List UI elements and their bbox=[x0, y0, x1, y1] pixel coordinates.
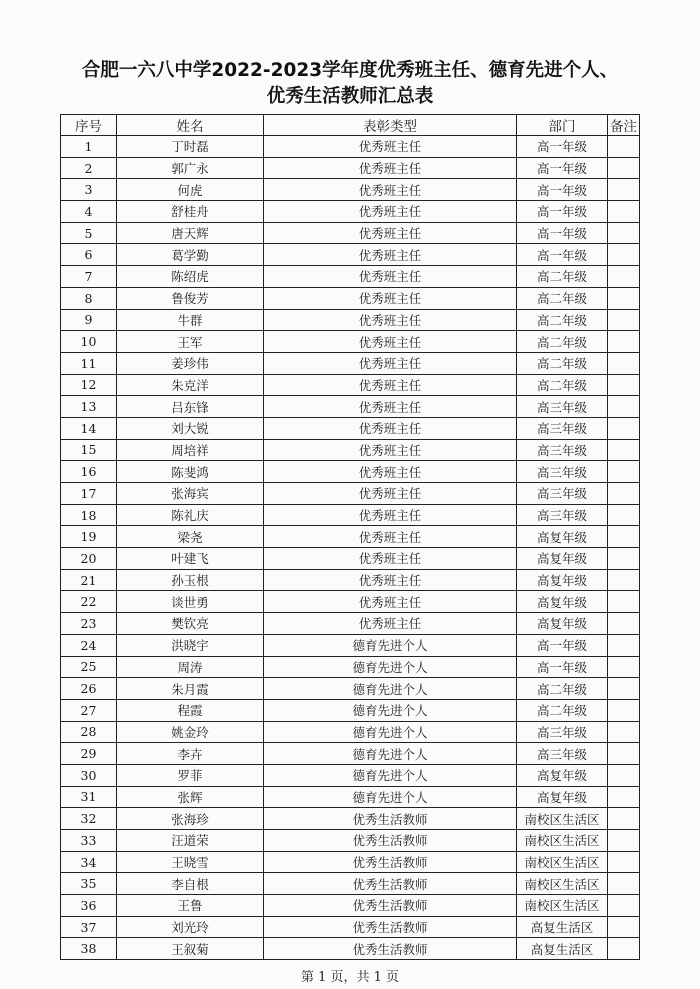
cell-remarks bbox=[608, 179, 640, 201]
table-row bbox=[61, 157, 640, 179]
cell-remarks bbox=[608, 483, 640, 505]
cell-name: 朱克洋 bbox=[117, 374, 264, 396]
cell-index: 7 bbox=[61, 266, 117, 288]
cell-name: 牛群 bbox=[117, 309, 264, 331]
cell-department: 高二年级 bbox=[517, 699, 608, 721]
table-body bbox=[61, 136, 640, 960]
cell-index: 33 bbox=[61, 830, 117, 852]
table-row bbox=[61, 136, 640, 158]
cell-remarks bbox=[608, 417, 640, 439]
cell-remarks bbox=[608, 244, 640, 266]
cell-name: 朱月霞 bbox=[117, 678, 264, 700]
cell-index: 26 bbox=[61, 678, 117, 700]
cell-index: 15 bbox=[61, 439, 117, 461]
cell-award-type: 优秀班主任 bbox=[264, 526, 517, 548]
cell-name: 叶建飞 bbox=[117, 548, 264, 570]
cell-index: 23 bbox=[61, 613, 117, 635]
cell-award-type: 优秀班主任 bbox=[264, 569, 517, 591]
cell-department: 高二年级 bbox=[517, 678, 608, 700]
cell-remarks bbox=[608, 136, 640, 158]
cell-index: 6 bbox=[61, 244, 117, 266]
cell-name: 郭广永 bbox=[117, 157, 264, 179]
page-footer: 第 1 页，共 1 页 bbox=[300, 970, 400, 985]
table-row bbox=[61, 309, 640, 331]
cell-department: 高复年级 bbox=[517, 786, 608, 808]
document-title bbox=[0, 58, 700, 110]
table-row bbox=[61, 548, 640, 570]
table-row bbox=[61, 634, 640, 656]
cell-department: 高三年级 bbox=[517, 483, 608, 505]
cell-name: 李自根 bbox=[117, 873, 264, 895]
table-row bbox=[61, 569, 640, 591]
cell-award-type: 德育先进个人 bbox=[264, 656, 517, 678]
cell-index: 16 bbox=[61, 461, 117, 483]
cell-name: 周涛 bbox=[117, 656, 264, 678]
cell-department: 高二年级 bbox=[517, 309, 608, 331]
table-row bbox=[61, 374, 640, 396]
cell-remarks bbox=[608, 721, 640, 743]
header-award-type: 表彰类型 bbox=[264, 115, 517, 136]
cell-name: 周培祥 bbox=[117, 439, 264, 461]
table-row bbox=[61, 808, 640, 830]
title-line-2: 优秀生活教师汇总表 bbox=[266, 86, 434, 107]
cell-remarks bbox=[608, 439, 640, 461]
cell-remarks bbox=[608, 287, 640, 309]
cell-department: 高复年级 bbox=[517, 548, 608, 570]
cell-index: 25 bbox=[61, 656, 117, 678]
cell-name: 吕东锋 bbox=[117, 396, 264, 418]
table-row bbox=[61, 699, 640, 721]
table-row bbox=[61, 938, 640, 960]
table-row bbox=[61, 201, 640, 223]
cell-remarks bbox=[608, 656, 640, 678]
table-row bbox=[61, 786, 640, 808]
table-row bbox=[61, 873, 640, 895]
cell-department: 高三年级 bbox=[517, 461, 608, 483]
cell-award-type: 优秀班主任 bbox=[264, 548, 517, 570]
cell-name: 陈礼庆 bbox=[117, 504, 264, 526]
cell-name: 洪晓宇 bbox=[117, 634, 264, 656]
table-row bbox=[61, 331, 640, 353]
cell-award-type: 优秀班主任 bbox=[264, 417, 517, 439]
cell-remarks bbox=[608, 331, 640, 353]
table-row bbox=[61, 656, 640, 678]
cell-department: 高复年级 bbox=[517, 764, 608, 786]
cell-index: 14 bbox=[61, 417, 117, 439]
cell-remarks bbox=[608, 634, 640, 656]
cell-name: 程霞 bbox=[117, 699, 264, 721]
header-index: 序号 bbox=[61, 115, 117, 136]
cell-department: 高二年级 bbox=[517, 287, 608, 309]
table-row bbox=[61, 916, 640, 938]
cell-remarks bbox=[608, 678, 640, 700]
cell-department: 南校区生活区 bbox=[517, 830, 608, 852]
table-row bbox=[61, 417, 640, 439]
cell-department: 高一年级 bbox=[517, 634, 608, 656]
cell-index: 3 bbox=[61, 179, 117, 201]
cell-department: 南校区生活区 bbox=[517, 873, 608, 895]
cell-award-type: 德育先进个人 bbox=[264, 699, 517, 721]
cell-name: 罗菲 bbox=[117, 764, 264, 786]
cell-name: 姜珍伟 bbox=[117, 352, 264, 374]
table-row bbox=[61, 678, 640, 700]
cell-award-type: 优秀班主任 bbox=[264, 222, 517, 244]
table-row bbox=[61, 483, 640, 505]
cell-name: 王军 bbox=[117, 331, 264, 353]
cell-name: 丁时磊 bbox=[117, 136, 264, 158]
cell-index: 38 bbox=[61, 938, 117, 960]
table-row bbox=[61, 851, 640, 873]
cell-remarks bbox=[608, 808, 640, 830]
cell-remarks bbox=[608, 764, 640, 786]
cell-department: 高复年级 bbox=[517, 526, 608, 548]
cell-name: 王叙菊 bbox=[117, 938, 264, 960]
cell-remarks bbox=[608, 613, 640, 635]
cell-award-type: 德育先进个人 bbox=[264, 678, 517, 700]
cell-department: 高三年级 bbox=[517, 417, 608, 439]
cell-index: 5 bbox=[61, 222, 117, 244]
cell-index: 21 bbox=[61, 569, 117, 591]
table-header-row bbox=[61, 115, 640, 136]
cell-award-type: 德育先进个人 bbox=[264, 721, 517, 743]
cell-department: 高一年级 bbox=[517, 222, 608, 244]
cell-award-type: 优秀生活教师 bbox=[264, 895, 517, 917]
cell-department: 南校区生活区 bbox=[517, 808, 608, 830]
cell-name: 王晓雪 bbox=[117, 851, 264, 873]
cell-department: 高复生活区 bbox=[517, 938, 608, 960]
cell-award-type: 优秀班主任 bbox=[264, 483, 517, 505]
cell-award-type: 优秀生活教师 bbox=[264, 873, 517, 895]
cell-remarks bbox=[608, 461, 640, 483]
cell-department: 高复年级 bbox=[517, 613, 608, 635]
header-remarks: 备注 bbox=[608, 115, 640, 136]
table-row bbox=[61, 764, 640, 786]
cell-name: 何虎 bbox=[117, 179, 264, 201]
cell-name: 王鲁 bbox=[117, 895, 264, 917]
table-row bbox=[61, 743, 640, 765]
cell-index: 32 bbox=[61, 808, 117, 830]
cell-index: 24 bbox=[61, 634, 117, 656]
cell-index: 37 bbox=[61, 916, 117, 938]
cell-remarks bbox=[608, 786, 640, 808]
cell-department: 高三年级 bbox=[517, 504, 608, 526]
cell-department: 高一年级 bbox=[517, 179, 608, 201]
cell-name: 张海珍 bbox=[117, 808, 264, 830]
cell-remarks bbox=[608, 548, 640, 570]
title-line-1: 合肥一六八中学2022-2023学年度优秀班主任、德育先进个人、 bbox=[81, 60, 619, 81]
cell-award-type: 优秀班主任 bbox=[264, 504, 517, 526]
cell-award-type: 优秀生活教师 bbox=[264, 938, 517, 960]
cell-remarks bbox=[608, 591, 640, 613]
cell-award-type: 优秀生活教师 bbox=[264, 916, 517, 938]
cell-name: 陈绍虎 bbox=[117, 266, 264, 288]
cell-name: 汪道荣 bbox=[117, 830, 264, 852]
table-row bbox=[61, 830, 640, 852]
table-row bbox=[61, 179, 640, 201]
cell-name: 孙玉根 bbox=[117, 569, 264, 591]
cell-name: 刘大锐 bbox=[117, 417, 264, 439]
cell-award-type: 优秀班主任 bbox=[264, 352, 517, 374]
cell-remarks bbox=[608, 374, 640, 396]
cell-department: 南校区生活区 bbox=[517, 851, 608, 873]
summary-table bbox=[60, 114, 640, 960]
table-row bbox=[61, 352, 640, 374]
cell-remarks bbox=[608, 396, 640, 418]
cell-remarks bbox=[608, 309, 640, 331]
cell-department: 高一年级 bbox=[517, 136, 608, 158]
cell-index: 12 bbox=[61, 374, 117, 396]
cell-remarks bbox=[608, 266, 640, 288]
cell-name: 鲁俊芳 bbox=[117, 287, 264, 309]
cell-department: 高二年级 bbox=[517, 352, 608, 374]
table-row bbox=[61, 461, 640, 483]
cell-award-type: 优秀班主任 bbox=[264, 396, 517, 418]
cell-award-type: 优秀班主任 bbox=[264, 591, 517, 613]
cell-index: 18 bbox=[61, 504, 117, 526]
cell-index: 2 bbox=[61, 157, 117, 179]
cell-remarks bbox=[608, 526, 640, 548]
cell-department: 高一年级 bbox=[517, 201, 608, 223]
cell-award-type: 优秀班主任 bbox=[264, 439, 517, 461]
cell-department: 高一年级 bbox=[517, 157, 608, 179]
cell-department: 高一年级 bbox=[517, 656, 608, 678]
cell-index: 36 bbox=[61, 895, 117, 917]
table-row bbox=[61, 396, 640, 418]
cell-department: 高二年级 bbox=[517, 374, 608, 396]
cell-department: 高三年级 bbox=[517, 721, 608, 743]
cell-name: 陈斐鸿 bbox=[117, 461, 264, 483]
cell-name: 李卉 bbox=[117, 743, 264, 765]
cell-department: 南校区生活区 bbox=[517, 895, 608, 917]
cell-index: 29 bbox=[61, 743, 117, 765]
cell-award-type: 德育先进个人 bbox=[264, 743, 517, 765]
cell-name: 唐天辉 bbox=[117, 222, 264, 244]
table-row bbox=[61, 244, 640, 266]
cell-remarks bbox=[608, 873, 640, 895]
cell-award-type: 优秀班主任 bbox=[264, 613, 517, 635]
cell-award-type: 优秀班主任 bbox=[264, 374, 517, 396]
table-row bbox=[61, 613, 640, 635]
cell-remarks bbox=[608, 352, 640, 374]
cell-award-type: 优秀班主任 bbox=[264, 331, 517, 353]
cell-department: 高三年级 bbox=[517, 743, 608, 765]
cell-name: 谈世勇 bbox=[117, 591, 264, 613]
cell-award-type: 优秀班主任 bbox=[264, 179, 517, 201]
table-row bbox=[61, 526, 640, 548]
cell-name: 樊钦亮 bbox=[117, 613, 264, 635]
cell-department: 高二年级 bbox=[517, 331, 608, 353]
cell-department: 高二年级 bbox=[517, 266, 608, 288]
cell-index: 19 bbox=[61, 526, 117, 548]
table-row bbox=[61, 591, 640, 613]
cell-name: 姚金玲 bbox=[117, 721, 264, 743]
cell-award-type: 优秀班主任 bbox=[264, 287, 517, 309]
cell-remarks bbox=[608, 938, 640, 960]
cell-department: 高三年级 bbox=[517, 439, 608, 461]
cell-department: 高复年级 bbox=[517, 569, 608, 591]
header-department: 部门 bbox=[517, 115, 608, 136]
cell-index: 27 bbox=[61, 699, 117, 721]
cell-department: 高三年级 bbox=[517, 396, 608, 418]
cell-remarks bbox=[608, 916, 640, 938]
cell-index: 35 bbox=[61, 873, 117, 895]
cell-remarks bbox=[608, 201, 640, 223]
cell-remarks bbox=[608, 569, 640, 591]
cell-award-type: 优秀生活教师 bbox=[264, 830, 517, 852]
cell-name: 张辉 bbox=[117, 786, 264, 808]
header-name: 姓名 bbox=[117, 115, 264, 136]
cell-index: 10 bbox=[61, 331, 117, 353]
cell-remarks bbox=[608, 830, 640, 852]
cell-index: 11 bbox=[61, 352, 117, 374]
cell-award-type: 优秀班主任 bbox=[264, 136, 517, 158]
cell-remarks bbox=[608, 699, 640, 721]
cell-award-type: 优秀班主任 bbox=[264, 461, 517, 483]
cell-name: 舒桂舟 bbox=[117, 201, 264, 223]
cell-index: 22 bbox=[61, 591, 117, 613]
cell-award-type: 优秀生活教师 bbox=[264, 851, 517, 873]
cell-award-type: 优秀班主任 bbox=[264, 201, 517, 223]
cell-index: 17 bbox=[61, 483, 117, 505]
table-row bbox=[61, 222, 640, 244]
cell-name: 张海宾 bbox=[117, 483, 264, 505]
cell-award-type: 优秀班主任 bbox=[264, 266, 517, 288]
cell-department: 高复生活区 bbox=[517, 916, 608, 938]
cell-award-type: 优秀班主任 bbox=[264, 309, 517, 331]
cell-remarks bbox=[608, 851, 640, 873]
cell-award-type: 德育先进个人 bbox=[264, 634, 517, 656]
table-row bbox=[61, 439, 640, 461]
cell-index: 1 bbox=[61, 136, 117, 158]
cell-index: 30 bbox=[61, 764, 117, 786]
table-row bbox=[61, 721, 640, 743]
cell-department: 高一年级 bbox=[517, 244, 608, 266]
cell-index: 8 bbox=[61, 287, 117, 309]
cell-department: 高复年级 bbox=[517, 591, 608, 613]
cell-index: 13 bbox=[61, 396, 117, 418]
cell-award-type: 优秀生活教师 bbox=[264, 808, 517, 830]
table-row bbox=[61, 504, 640, 526]
cell-index: 28 bbox=[61, 721, 117, 743]
cell-award-type: 德育先进个人 bbox=[264, 764, 517, 786]
cell-name: 刘光玲 bbox=[117, 916, 264, 938]
cell-remarks bbox=[608, 222, 640, 244]
table-row bbox=[61, 895, 640, 917]
cell-index: 34 bbox=[61, 851, 117, 873]
cell-award-type: 优秀班主任 bbox=[264, 157, 517, 179]
cell-award-type: 优秀班主任 bbox=[264, 244, 517, 266]
cell-award-type: 德育先进个人 bbox=[264, 786, 517, 808]
cell-remarks bbox=[608, 504, 640, 526]
table-row bbox=[61, 266, 640, 288]
cell-remarks bbox=[608, 743, 640, 765]
table-row bbox=[61, 287, 640, 309]
cell-index: 31 bbox=[61, 786, 117, 808]
cell-index: 4 bbox=[61, 201, 117, 223]
cell-name: 葛学勤 bbox=[117, 244, 264, 266]
cell-index: 9 bbox=[61, 309, 117, 331]
cell-remarks bbox=[608, 157, 640, 179]
cell-index: 20 bbox=[61, 548, 117, 570]
cell-name: 梁尧 bbox=[117, 526, 264, 548]
cell-remarks bbox=[608, 895, 640, 917]
